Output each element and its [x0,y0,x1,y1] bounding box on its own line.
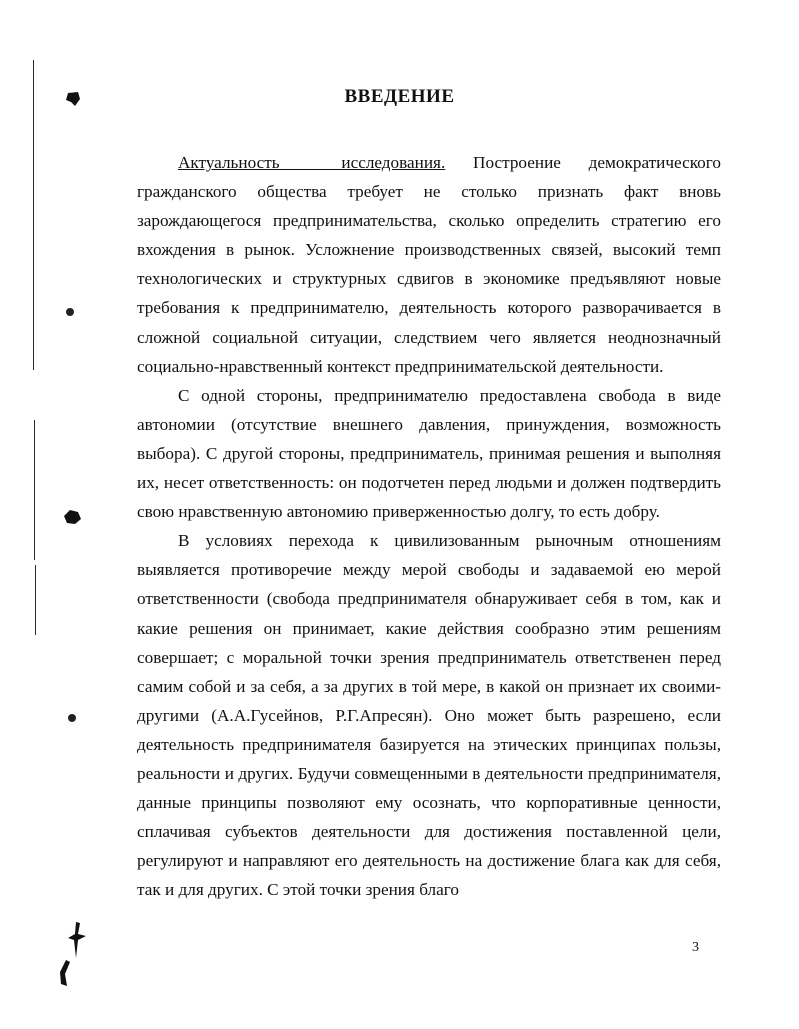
body-text [137,148,721,904]
paragraph-lead: Актуальность исследования. [178,153,446,172]
paragraph-1 [137,148,721,381]
ink-blot-3 [62,508,82,526]
ink-blot-6 [58,958,72,988]
ink-blot-2 [64,306,76,318]
paragraph-3: В условиях перехода к цивилизованным рыночным отношениям выявляется противоречие между мерой свободы и задаваемой ею мерой ответственности (свобода предпринимателя обнаруживает себя в том, как и какие решения он принимает, какие действия сообразно этим решениям совершает; с моральной точки зрения предприниматель ответственен перед самим собой и за себя, а за других в той мере, в какой он признает их своими-другими (А.А.Гусейнов, Р.Г.Апресян). Оно может быть разрешено, если деятельность предпринимателя базируется на этических принципах пользы, реальности и других. Будучи совмещенными в деятельности предпринимателя, данные принципы позволяют ему осознать, что корпоративные ценности, сплачивая субъектов деятельности для достижения поставленной цели, регулируют и направляют его деятельность на достижение блага как для себя, так и для других. С этой точки зрения благо [137,531,721,900]
ink-blot-4 [66,712,78,724]
left-margin-line-lower [34,420,35,560]
ink-blot-5 [66,920,90,960]
page-title: ВВЕДЕНИЕ [344,86,455,107]
page-number: 3 [692,940,699,955]
paragraph-2: С одной стороны, предпринимателю предоставлена свобода в виде автономии (отсутствие внешнего давления, принуждения, возможность выбора). С другой стороны, предприниматель, принимая решения и выполняя их, несет ответственность: он подотчетен перед людьми и должен подтвердить свою нравственную автономию приверженностью долгу, то есть добру. [137,385,721,522]
paragraph-text: Построение демократического гражданского общества требует не столько признать факт вновь зарождающегося предпринимательства, сколько определить стратегию его вхождения в рынок. Усложнение производственных связей, высокий темп технологических и структурных сдвигов в экономике предъявляют новые требования к предпринимателю, деятельность которого разворачивается в сложной социальной ситуации, следствием чего является неоднозначный социально-нравственный контекст предпринимательской деятельности. [137,153,721,376]
left-margin-line-bottom [35,565,36,635]
